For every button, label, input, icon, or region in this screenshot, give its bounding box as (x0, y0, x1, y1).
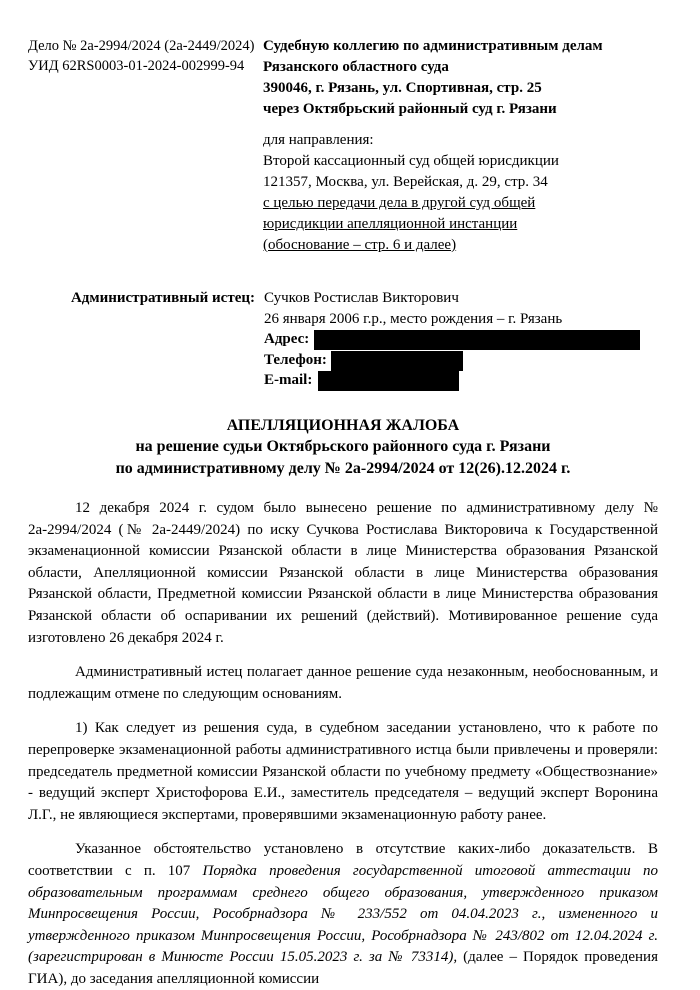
plaintiff-address-row (264, 329, 640, 350)
document-title-line2: на решение судьи Октябрьского районного суда г. Рязани (135, 438, 551, 455)
plaintiff-email-row (264, 370, 640, 391)
body-paragraph-1: 12 декабря 2024 г. судом было вынесено решение по административному делу № 2а-2994/2024 (№ 2а-2449/2024) по иску Сучкова Ростислава Викторовича к Государственной экзаменационной комиссии Рязанской области в лице Министерства образования Рязанской области, Апелляционной комиссии Рязанской области в лице Министерства образования Рязанской области, Предметной комиссии Рязанской области в лице Министерства образования Рязанской области об оспаривании их решений (действий). Мотивированное решение суда изготовлено 26 декабря 2024 г. (28, 500, 658, 646)
body-paragraph-4-italic-citation: Порядка проведения государственной итоговой аттестации по образовательным программам среднего общего образования, утвержденного приказом Минпросвещения России, Рособрнадзора № 233/552 от 04.04.2023 г., измененного и утвержденного приказом Минпросвещения России, Рособрнадзора № 243/802 от 12.04.2024 г. (зарегистрирован в Минюсте России 15.05.2023 г. за № 73314), (28, 862, 658, 966)
address-redaction-box (314, 330, 640, 350)
addressee-court-line: Рязанского областного суда (263, 59, 449, 75)
phone-label: Телефон: (264, 351, 327, 368)
case-info-block (28, 36, 255, 76)
case-uid: УИД 62RS0003-01-2024-002999-94 (28, 58, 245, 74)
address-label: Адрес: (264, 331, 310, 347)
forwarding-court-address: 121357, Москва, ул. Верейская, д. 29, стр. 34 (263, 174, 548, 190)
document-header (28, 36, 658, 256)
addressee-via-court-line: через Октябрьский районный суд г. Рязани (263, 101, 557, 117)
plaintiff-name: Сучков Ростислав Викторович (264, 290, 459, 306)
addressee-block (263, 36, 603, 256)
forwarding-label: для направления: (263, 132, 374, 148)
body-paragraph-3: 1) Как следует из решения суда, в судебном заседании установлено, что к работе по перепроверке экзаменационной работы административного истца были привлечены и проверяли: председатель предметной комиссии Рязанской области по учебному предмету «Обществознание» - ведущий эксперт Христофорова Е.И., заместитель председателя – ведущий эксперт Воронина Л.Г., не являющиеся экспертами, проверявшими экзаменационную работу ранее. (28, 720, 658, 823)
email-redaction-box (318, 371, 459, 391)
plaintiff-phone-row (264, 350, 640, 371)
plaintiff-section (28, 288, 658, 391)
forwarding-court-line: Второй кассационный суд общей юрисдикции (263, 153, 559, 169)
document-title (28, 415, 658, 480)
document-body (28, 498, 658, 990)
forwarding-purpose-line: юрисдикции апелляционной инстанции (263, 216, 518, 232)
phone-redaction-box (331, 351, 463, 371)
plaintiff-details (264, 288, 640, 391)
plaintiff-label: Административный истец: (70, 290, 255, 306)
document-title-line3: по административному делу № 2а-2994/2024 от 12(26).12.2024 г. (115, 459, 571, 477)
body-paragraph-4 (28, 839, 658, 990)
forwarding-purpose-line: с целью передачи дела в другой суд общей (263, 195, 536, 211)
plaintiff-birth-line: 26 января 2006 г.р., место рождения – г. Рязань (264, 310, 563, 327)
addressee-court-line: Судебную коллегию по административным делам (263, 38, 603, 54)
document-title-line1: АПЕЛЛЯЦИОННАЯ ЖАЛОБА (226, 416, 460, 434)
body-paragraph-2: Административный истец полагает данное решение суда незаконным, необоснованным, и подлежащим отмене по следующим основаниям. (28, 664, 658, 702)
addressee-court-address: 390046, г. Рязань, ул. Спортивная, стр. 25 (263, 80, 542, 96)
case-number: Дело № 2а-2994/2024 (2а-2449/2024) (28, 38, 255, 54)
body-paragraph-4-normal-end: (далее – Порядок проведения ГИА), до заседания апелляционной комиссии (28, 949, 658, 987)
email-label: E-mail: (264, 372, 313, 388)
forwarding-block (263, 130, 603, 256)
body-paragraph-4-normal-start: Указанное обстоятельство установлено в отсутствие каких-либо доказательств. В соответствии с п. 107 (28, 841, 658, 879)
forwarding-purpose-note: (обоснование – стр. 6 и далее) (263, 237, 457, 253)
